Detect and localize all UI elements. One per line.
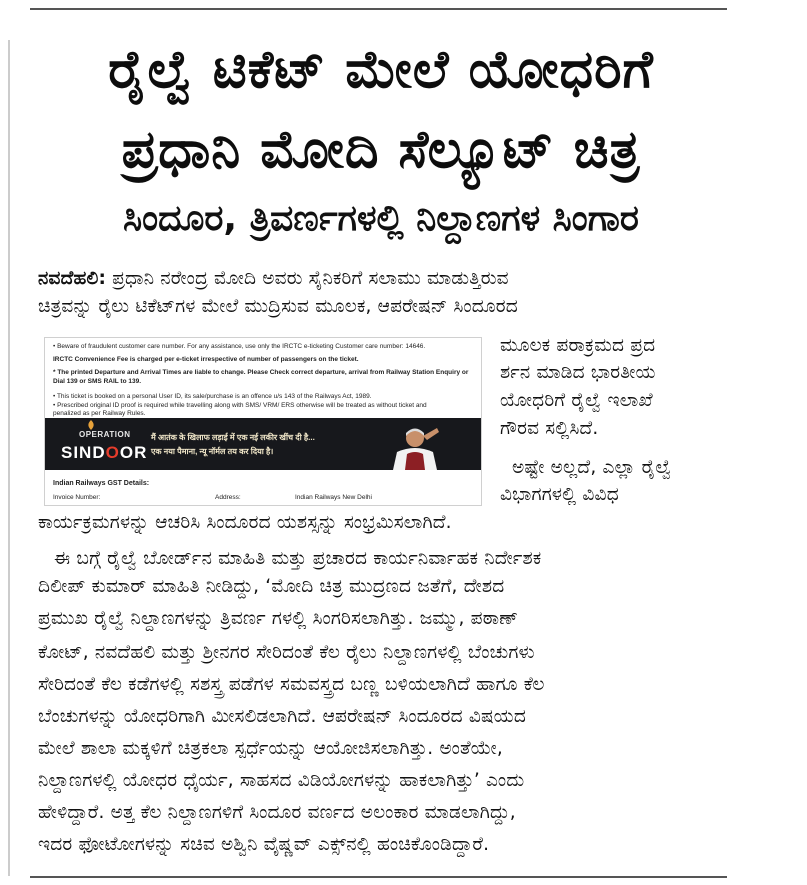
- column-divider: [8, 40, 10, 876]
- gst-place-label: Indian Railways New Delhi: [295, 494, 372, 501]
- article-line: ದಿಲೀಪ್ ಕುಮಾರ್ ಮಾಹಿತಿ ನೀಡಿದ್ದು, ‘ಮೋದಿ ಚಿತ್ರ ಮುದ್ರಣದ ಜತೆಗೆ, ದೇಶದ: [38, 576, 505, 597]
- gst-invoice-label: Invoice Number:: [53, 494, 101, 501]
- ticket-note: penalized as per Railway Rules.: [53, 410, 146, 417]
- article-first-line: [38, 266, 509, 292]
- ticket-note: * The printed Departure and Arrival Times are liable to change. Please Check correct departure, arrival from Railway Station Enquiry or: [53, 369, 469, 376]
- ticket-note: • This ticket is booked on a personal User ID, its sale/purchase is an offence u/s 143 of the Railways Act, 1989.: [53, 393, 372, 400]
- top-rule: [30, 8, 727, 10]
- ticket-note: IRCTC Convenience Fee is charged per e-ticket irrespective of number of passengers on the ticket.: [53, 356, 359, 363]
- ticket-note: • Prescribed original ID proof is required while travelling along with SMS/ VRM/ ERS otherwise will be treated as without ticket and: [53, 402, 427, 409]
- bottom-rule: [30, 876, 727, 878]
- article-line: ಈ ಬಗ್ಗೆ ರೈಲ್ವೆ ಬೋರ್ಡ್‌ನ ಮಾಹಿತಿ ಮತ್ತು ಪ್ರಚಾರದ ಕಾರ್ಯನಿರ್ವಾಹಕ ನಿರ್ದೇಶಕ: [54, 548, 542, 569]
- ticket-image: [44, 337, 482, 506]
- article-line: ಕೋಟ್, ನವದೆಹಲಿ ಮತ್ತು ಶ್ರೀನಗರ ಸೇರಿದಂತೆ ಕೆಲ ರೈಲು ನಿಲ್ದಾಣಗಳಲ್ಲಿ ಬೆಂಚುಗಳು: [38, 642, 535, 663]
- banner-quote-line-1: मैं आतंक के खिलाफ लड़ाई में एक नई लकीर खींच दी है...: [151, 433, 315, 442]
- gst-address-label: Address:: [215, 494, 241, 501]
- sindoor-text: OR: [119, 443, 148, 462]
- sindoor-text: SIND: [61, 443, 106, 462]
- operation-sindoor-banner: [45, 418, 481, 470]
- article-line: ಮೇಲೆ ಶಾಲಾ ಮಕ್ಕಳಿಗೆ ಚಿತ್ರಕಲಾ ಸ್ಪರ್ಧೆಯನ್ನು ಆಯೋಜಿಸಲಾಗಿತ್ತು. ಅಂತೆಯೇ,: [38, 738, 503, 759]
- dateline: ನವದೆಹಲಿ:: [38, 268, 107, 289]
- article-line: ಪ್ರಧಾನಿ ನರೇಂದ್ರ ಮೋದಿ ಅವರು ಸೈನಿಕರಿಗೆ ಸಲಾಮು ಮಾಡುತ್ತಿರುವ: [112, 268, 509, 289]
- article-line: ನಿಲ್ದಾಣಗಳಲ್ಲಿ ಯೋಧರ ಧೈರ್ಯ, ಸಾಹಸದ ವಿಡಿಯೋಗಳನ್ನು ಹಾಕಲಾಗಿತ್ತು’ ಎಂದು: [38, 770, 525, 791]
- article-line: ಇದರ ಫೋಟೋಗಳನ್ನು ಸಚಿವ ಅಶ್ವಿನಿ ವೈಷ್ಣವ್ ಎಕ್ಸ್‌ನಲ್ಲಿ ಹಂಚಿಕೊಂಡಿದ್ದಾರೆ.: [38, 834, 490, 855]
- article-line: ಅಷ್ಟೇ ಅಲ್ಲದೆ, ಎಲ್ಲಾ ರೈಲ್ವೆ: [512, 457, 672, 478]
- banner-quote-line-2: एक नया पैमाना, न्यू नॉर्मल तय कर दिया है।: [151, 447, 274, 456]
- article-line: ಪ್ರಮುಖ ರೈಲ್ವೆ ನಿಲ್ದಾಣಗಳನ್ನು ತ್ರಿವರ್ಣ ಗಳಲ್ಲಿ ಸಿಂಗರಿಸಲಾಗಿತ್ತು. ಜಮ್ಮು, ಪಠಾಣ್: [38, 608, 519, 629]
- article-line: ಸೇರಿದಂತೆ ಕೆಲ ಕಡೆಗಳಲ್ಲಿ ಸಶಸ್ತ್ರ ಪಡೆಗಳ ಸಮವಸ್ತ್ರದ ಬಣ್ಣ ಬಳಿಯಲಾಗಿದೆ ಹಾಗೂ ಕೆಲ: [38, 674, 545, 695]
- article-line: ಯೋಧರಿಗೆ ರೈಲ್ವೆ ಇಲಾಖೆ: [500, 390, 653, 411]
- headline-line-1: ರೈಲ್ವೆ ಟಿಕೆಟ್ ಮೇಲೆ ಯೋಧರಿಗೆ: [108, 40, 654, 100]
- gst-title: Indian Railways GST Details:: [53, 480, 150, 487]
- operation-label: OPERATION: [79, 430, 131, 439]
- flame-icon: [85, 420, 97, 430]
- article-line: ಹೇಳಿದ್ದಾರೆ. ಅತ್ತ ಕೆಲ ನಿಲ್ದಾಣಗಳಿಗೆ ಸಿಂದೂರ ವರ್ಣದ ಅಲಂಕಾರ ಮಾಡಲಾಗಿದ್ದು,: [38, 802, 516, 823]
- ticket-note: Dial 139 or SMS RAIL to 139.: [53, 378, 142, 385]
- subheadline: ಸಿಂದೂರ, ತ್ರಿವರ್ಣಗಳಲ್ಲಿ ನಿಲ್ದಾಣಗಳ ಸಿಂಗಾರ: [123, 198, 639, 239]
- ticket-note: • Beware of fraudulent customer care number. For any assistance, use only the IRCTC e-ticketing Customer care number: 14646.: [53, 343, 426, 350]
- article-line: ರ್ಶನ ಮಾಡಿದ ಭಾರತೀಯ: [500, 362, 656, 383]
- article-line: ವಿಭಾಗಗಳಲ್ಲಿ ವಿವಿಧ: [500, 484, 619, 505]
- article-line: ಕಾರ್ಯಕ್ರಮಗಳನ್ನು ಆಚರಿಸಿ ಸಿಂದೂರದ ಯಶಸ್ಸನ್ನು ಸಂಭ್ರಮಿಸಲಾಗಿದೆ.: [38, 512, 452, 533]
- article-line: ಮೂಲಕ ಪರಾಕ್ರಮದ ಪ್ರದ: [500, 335, 656, 356]
- headline-line-2: ಪ್ರಧಾನಿ ಮೋದಿ ಸೆಲ್ಯೂಟ್ ಚಿತ್ರ: [121, 120, 641, 180]
- sindoor-logo: [61, 443, 147, 463]
- saluting-portrait-image: [385, 422, 445, 470]
- article-line: ಗೌರವ ಸಲ್ಲಿಸಿದೆ.: [500, 418, 599, 439]
- article-line: ಚಿತ್ರವನ್ನು ರೈಲು ಟಿಕೆಟ್‌ಗಳ ಮೇಲೆ ಮುದ್ರಿಸುವ ಮೂಲಕ, ಆಪರೇಷನ್ ಸಿಂದೂರದ: [38, 296, 518, 317]
- article-line: ಬೆಂಚುಗಳನ್ನು ಯೋಧರಿಗಾಗಿ ಮೀಸಲಿಡಲಾಗಿದೆ. ಆಪರೇಷನ್ ಸಿಂದೂರದ ವಿಷಯದ: [38, 706, 526, 727]
- sindoor-accent: O: [105, 443, 120, 462]
